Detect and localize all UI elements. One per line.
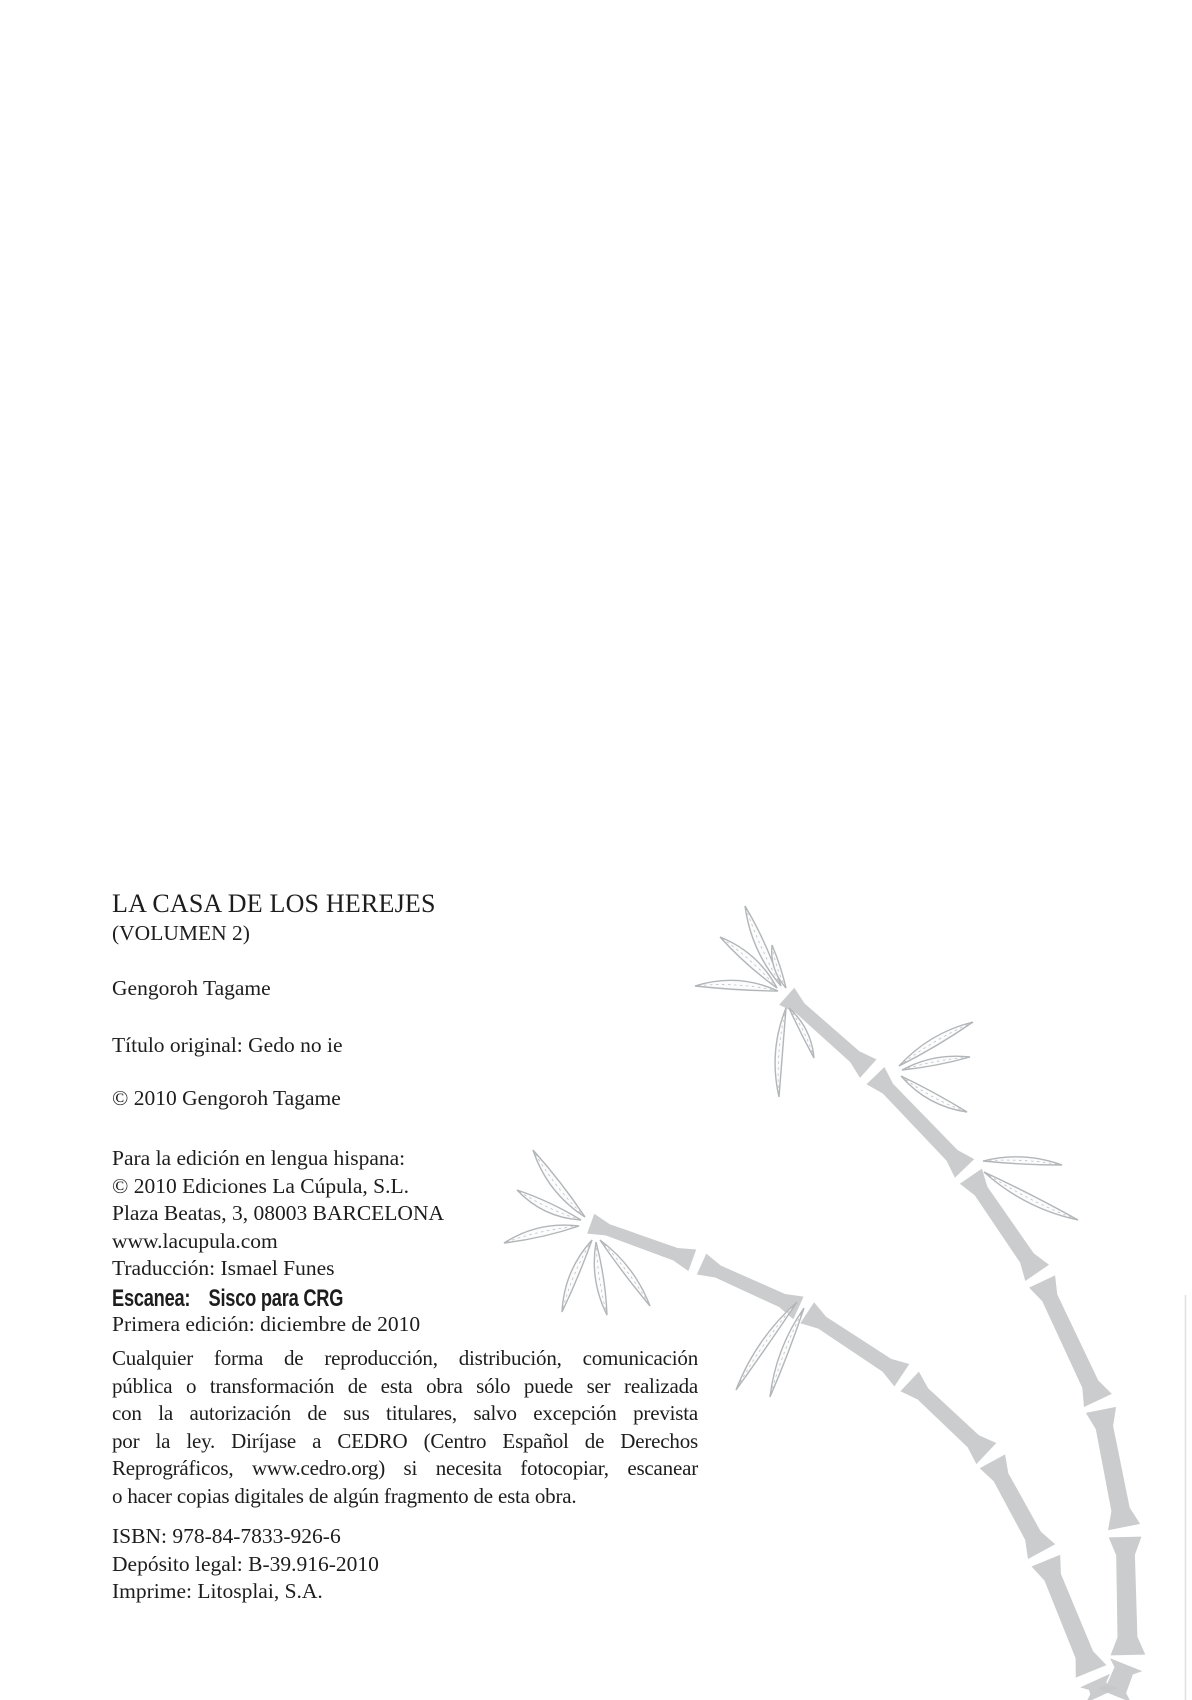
author-name: Gengoroh Tagame	[112, 976, 271, 1000]
legal-line: con la autorización de sus titulares, salvo excepción prevista	[112, 1401, 698, 1425]
book-title: LA CASA DE LOS HEREJES	[112, 889, 436, 918]
legal-line: o hacer copias digitales de algún fragmento de esta obra.	[112, 1483, 577, 1508]
imprime-line: Imprime: Litosplai, S.A.	[112, 1579, 323, 1603]
edition-line-address: Plaza Beatas, 3, 08003 BARCELONA	[112, 1201, 445, 1225]
copyright-notice: © 2010 Gengoroh Tagame	[112, 1086, 341, 1110]
original-title: Título original: Gedo no ie	[112, 1033, 343, 1057]
deposito-legal-line: Depósito legal: B-39.916-2010	[112, 1551, 379, 1576]
print-info	[112, 1523, 698, 1606]
legal-line: por la ley. Diríjase a CEDRO (Centro Español de Derechos	[112, 1428, 698, 1453]
first-edition-line: Primera edición: diciembre de 2010	[112, 1312, 421, 1336]
edition-line-publisher: © 2010 Ediciones La Cúpula, S.L.	[112, 1173, 409, 1198]
edition-line-website: www.lacupula.com	[112, 1228, 278, 1253]
title-block	[112, 888, 698, 948]
scan-credit-value: Sisco para CRG	[208, 1284, 344, 1312]
edition-line-translator: Traducción: Ismael Funes	[112, 1256, 335, 1280]
scan-credit-inner	[112, 1285, 343, 1313]
legal-line: Reprográficos, www.cedro.org) si necesita fotocopiar, escanear	[112, 1456, 698, 1480]
edition-info	[112, 1145, 698, 1339]
edition-line-hispana: Para la edición en lengua hispana:	[112, 1146, 406, 1170]
text-column	[112, 0, 698, 1700]
book-volume: (VOLUMEN 2)	[112, 921, 250, 945]
scan-credit-line	[112, 1285, 698, 1314]
legal-notice	[112, 1345, 698, 1510]
isbn-line: ISBN: 978-84-7833-926-6	[112, 1524, 341, 1548]
legal-line: pública o transformación de esta obra sólo puede ser realizada	[112, 1373, 698, 1398]
scan-credit-label: Escanea:	[112, 1284, 191, 1312]
legal-line: Cualquier forma de reproducción, distribución, comunicación	[112, 1346, 698, 1370]
